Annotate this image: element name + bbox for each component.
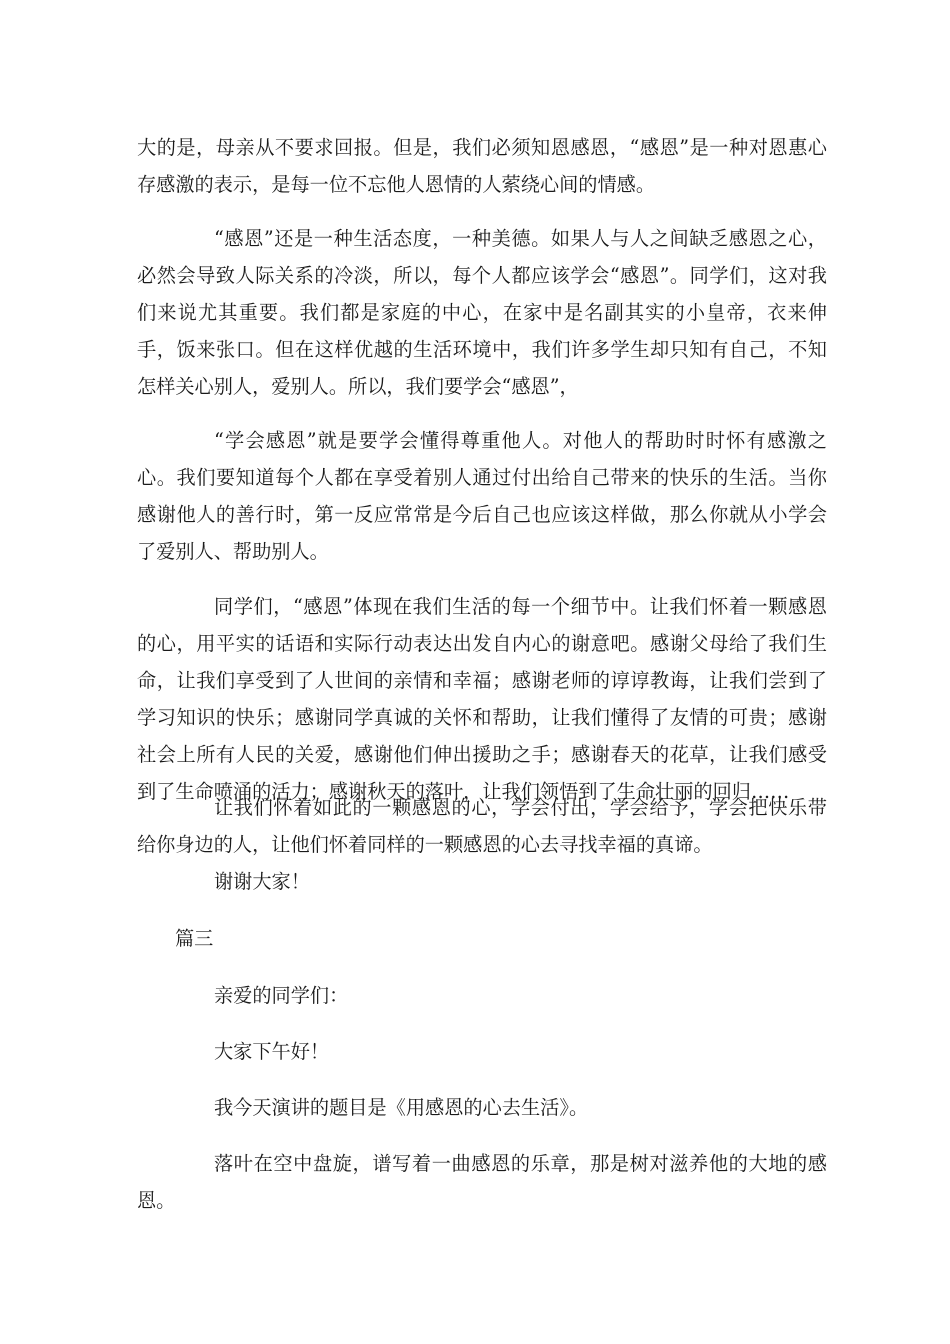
paragraph-1: 大的是，母亲从不要求回报。但是，我们必须知恩感恩，“感恩”是一种对恩惠心存感激的表示，是每一位不忘他人恩情的人萦绕心间的情感。 [137, 136, 827, 196]
paragraph-4: 同学们，“感恩”体现在我们生活的每一个细节中。让我们怀着一颗感恩的心，用平实的话语和实际行动表达出发自内心的谢意吧。感谢父母给了我们生命，让我们享受到了人世间的亲情和幸福；感谢老师的谆谆教诲，让我们尝到了学习知识的快乐；感谢同学真诚的关怀和帮助，让我们懂得了友情的可贵；感谢社会上所有人民的关爱，感谢他们伸出援助之手；感谢春天的花草，让我们感受到了生命喷涌的活力；感谢秋天的落叶，让我们领悟到了生命壮丽的回归…… [137, 595, 827, 803]
paragraph-5: 让我们怀着如此的一颗感恩的心，学会付出，学会给予，学会把快乐带给你身边的人，让他们怀着同样的一颗感恩的心去寻找幸福的真谛。 [137, 796, 827, 856]
paragraph-3: “学会感恩”就是要学会懂得尊重他人。对他人的帮助时时怀有感激之心。我们要知道每个人都在享受着别人通过付出给自己带来的快乐的生活。当你感谢他人的善行时，第一反应常常是今后自己也应该这样做，那么你就从小学会了爱别人、帮助别人。 [137, 429, 827, 563]
thanks-line: 谢谢大家！ [214, 870, 310, 893]
topic-line: 我今天演讲的题目是《用感恩的心去生活》。 [214, 1096, 589, 1119]
section-heading: 篇三 [175, 927, 214, 950]
salutation-line: 大家下午好！ [214, 1040, 330, 1063]
paragraph-2: “感恩”还是一种生活态度，一种美德。如果人与人之间缺乏感恩之心，必然会导致人际关系的冷淡，所以，每个人都应该学会“感恩”。同学们，这对我们来说尤其重要。我们都是家庭的中心，在家中是名副其实的小皇帝，衣来伸手，饭来张口。但在这样优越的生活环境中，我们许多学生却只知有自己，不知怎样关心别人，爱别人。所以，我们要学会“感恩”， [137, 227, 827, 398]
paragraph-last: 落叶在空中盘旋，谱写着一曲感恩的乐章，那是树对滋养他的大地的感恩。 [137, 1152, 827, 1212]
greeting-line: 亲爱的同学们： [214, 984, 349, 1007]
